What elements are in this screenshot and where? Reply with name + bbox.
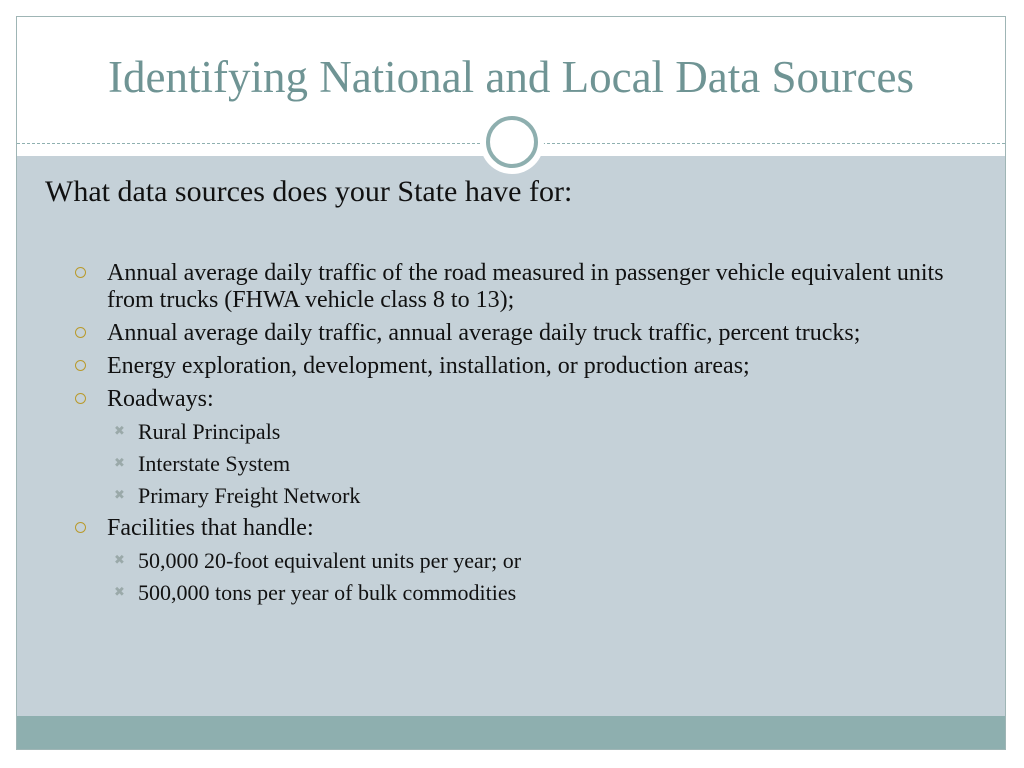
sub-list-item — [17, 483, 1005, 509]
list-item-text: Energy exploration, development, installation, or production areas; — [107, 353, 750, 379]
circle-outline-icon — [75, 327, 86, 338]
list-item — [17, 353, 967, 380]
list-item — [17, 386, 967, 413]
cross-icon: ✖ — [114, 553, 125, 568]
cross-icon: ✖ — [114, 585, 125, 600]
circle-outline-icon — [75, 393, 86, 404]
slide-title: Identifying National and Local Data Sources — [108, 52, 914, 102]
list-item — [17, 320, 967, 347]
list-item — [17, 515, 967, 542]
sub-list-item-text: Interstate System — [138, 451, 291, 476]
circle-outline-icon — [75, 522, 86, 533]
lead-text: What data sources does your State have for: — [45, 175, 573, 208]
slide — [16, 16, 1006, 750]
cross-icon: ✖ — [114, 424, 125, 439]
sub-list-item-text: 50,000 20-foot equivalent units per year; or — [138, 548, 522, 573]
sub-list-item-text: Rural Principals — [138, 419, 281, 444]
list-item-text: Annual average daily traffic, annual average daily truck traffic, percent trucks; — [107, 320, 861, 346]
list-item-text: Annual average daily traffic of the road measured in passenger vehicle equivalent units from trucks (FHWA vehicle class 8 to 13); — [107, 260, 944, 313]
sub-list-item-text: Primary Freight Network — [138, 483, 361, 508]
ring-icon — [486, 116, 538, 168]
circle-outline-icon — [75, 360, 86, 371]
sub-list-item — [17, 419, 1005, 445]
footer-bar — [17, 716, 1005, 750]
cross-icon: ✖ — [114, 488, 125, 503]
sub-list-item-text: 500,000 tons per year of bulk commodities — [138, 580, 517, 605]
sub-list-item — [17, 451, 1005, 477]
bullet-list — [17, 260, 1005, 612]
sub-list-item — [17, 548, 1005, 574]
list-item-text: Roadways: — [107, 386, 214, 412]
list-item — [17, 260, 967, 314]
list-item-text: Facilities that handle: — [107, 515, 314, 541]
sub-list-item — [17, 580, 1005, 606]
circle-outline-icon — [75, 267, 86, 278]
cross-icon: ✖ — [114, 456, 125, 471]
